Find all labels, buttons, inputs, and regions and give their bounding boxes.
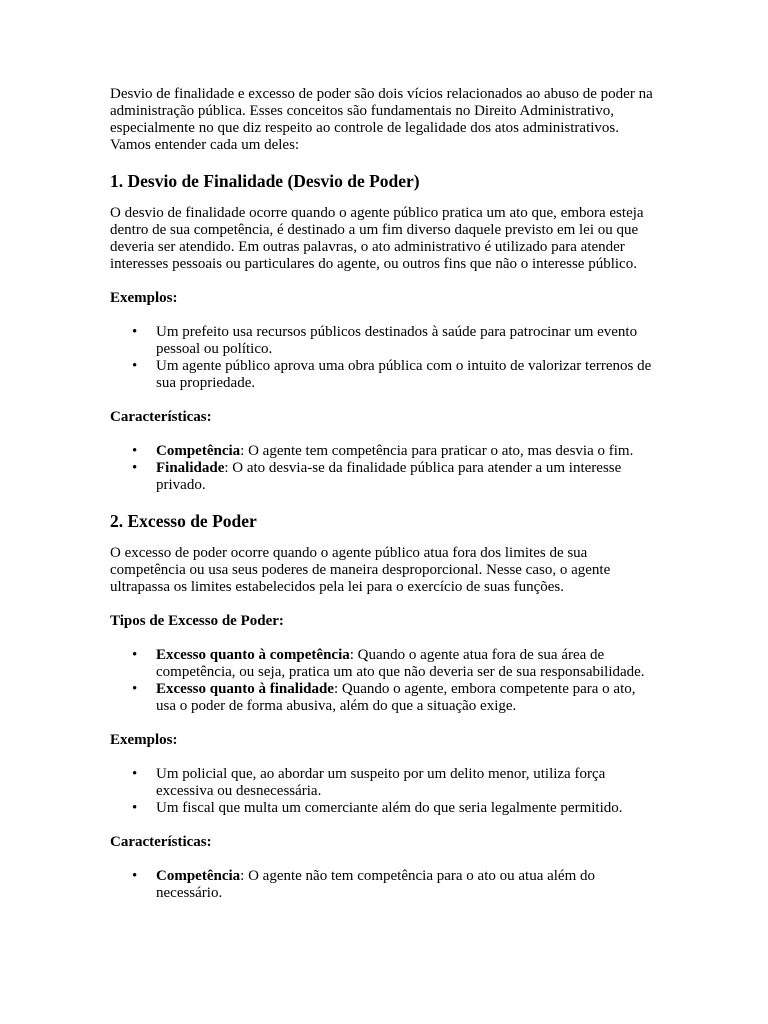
section-2-examples-label: Exemplos: bbox=[110, 732, 178, 748]
definition: : O ato desvia-se da finalidade pública para atender a um interesse privado. bbox=[156, 460, 622, 493]
term: Excesso quanto à competência bbox=[156, 647, 350, 663]
section-2-types-list bbox=[110, 647, 656, 715]
term: Competência bbox=[156, 443, 241, 459]
list-item: • Um fiscal que multa um comerciante além do que seria legalmente permitido. bbox=[156, 800, 656, 817]
definition: : Quando o agente, embora competente para o ato, usa o poder de forma abusiva, além do que a situação exige. bbox=[156, 681, 636, 714]
section-1-paragraph: O desvio de finalidade ocorre quando o agente público pratica um ato que, embora esteja dentro de sua competência, é destinado a um fim diverso daquele previsto em lei ou que deveria ser atendido. Em outras palavras, o ato administrativo é utilizado para atender interesses pessoais ou particulares do agente, ou outros fins que não o interesse público. bbox=[110, 205, 644, 272]
term: Competência bbox=[156, 868, 241, 884]
section-2-examples-list bbox=[110, 766, 656, 817]
definition: : O agente tem competência para praticar o ato, mas desvia o fim. bbox=[240, 443, 634, 459]
list-item: • Um policial que, ao abordar um suspeito por um delito menor, utiliza força excessiva ou desnecessária. bbox=[156, 766, 656, 800]
list-item bbox=[156, 460, 656, 494]
definition: : O agente não tem competência para o ato ou atua além do necessário. bbox=[156, 868, 596, 901]
document-body bbox=[110, 86, 656, 919]
section-2-paragraph: O excesso de poder ocorre quando o agente público atua fora dos limites de sua competência ou usa seus poderes de maneira desproporcional. Nesse caso, o agente ultrapassa os limites estabelecidos pela lei para o exercício de suas funções. bbox=[110, 545, 611, 595]
section-1-examples-list bbox=[110, 324, 656, 392]
list-item bbox=[156, 681, 656, 715]
section-2-heading: 2. Excesso de Poder bbox=[110, 511, 257, 531]
section-1-characteristics-label: Características: bbox=[110, 409, 212, 425]
section-2-characteristics-label: Características: bbox=[110, 834, 212, 850]
section-1-heading: 1. Desvio de Finalidade (Desvio de Poder) bbox=[110, 171, 420, 191]
definition: : Quando o agente atua fora de sua área de competência, ou seja, pratica um ato que não deveria ser de sua responsabilidade. bbox=[156, 647, 645, 680]
section-2-characteristics-list bbox=[110, 868, 656, 902]
list-item: • Um prefeito usa recursos públicos destinados à saúde para patrocinar um evento pessoal ou político. bbox=[156, 324, 656, 358]
list-item bbox=[156, 443, 656, 460]
term: Excesso quanto à finalidade bbox=[156, 681, 334, 697]
section-1-characteristics-list bbox=[110, 443, 656, 494]
section-1-examples-label: Exemplos: bbox=[110, 290, 178, 306]
list-item: • Um agente público aprova uma obra pública com o intuito de valorizar terrenos de sua propriedade. bbox=[156, 358, 656, 392]
section-2-types-label: Tipos de Excesso de Poder: bbox=[110, 613, 284, 629]
term: Finalidade bbox=[156, 460, 225, 476]
intro-paragraph: Desvio de finalidade e excesso de poder são dois vícios relacionados ao abuso de poder na administração pública. Esses conceitos são fundamentais no Direito Administrativo, especialmente no que diz respeito ao controle de legalidade dos atos administrativos. Vamos entender cada um deles: bbox=[110, 86, 653, 153]
list-item bbox=[156, 868, 656, 902]
list-item bbox=[156, 647, 656, 681]
